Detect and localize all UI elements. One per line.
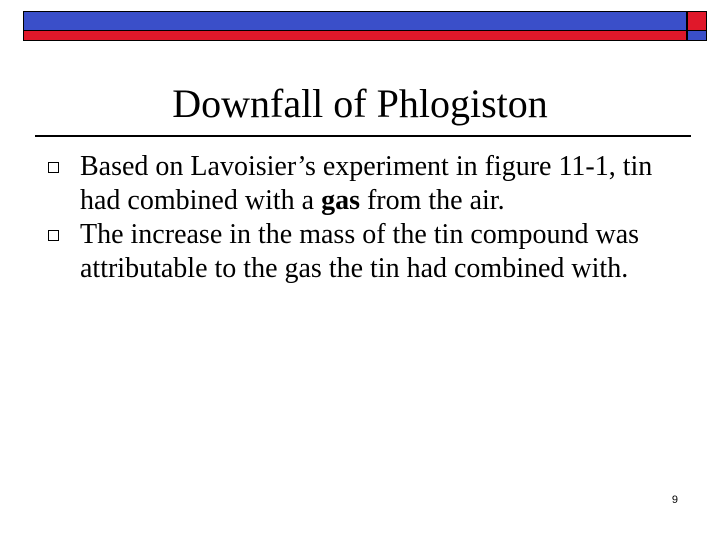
header-banner-red-square — [687, 11, 707, 31]
title-divider — [35, 135, 691, 137]
bullet-text: The increase in the mass of the tin compound was attributable to the gas the tin had combined with. — [80, 219, 640, 284]
bullet-bold-word: gas — [321, 185, 360, 216]
bullet-item — [0, 150, 720, 218]
slide-title: Downfall of Phlogiston — [172, 81, 548, 126]
bullet-list — [0, 150, 720, 286]
header-banner-red-bar — [23, 31, 687, 41]
page-number: 9 — [671, 494, 678, 506]
header-banner-blue-bar — [23, 11, 687, 31]
bullet-text-end: from the air. — [359, 185, 505, 216]
bullet-text-start: Based on Lavoisier’s experiment in figure 11-1, tin had combined with a — [80, 151, 653, 216]
hollow-square-bullet-icon — [48, 230, 59, 241]
header-banner-blue-square — [687, 31, 707, 41]
hollow-square-bullet-icon — [48, 162, 59, 173]
bullet-item — [0, 218, 720, 286]
